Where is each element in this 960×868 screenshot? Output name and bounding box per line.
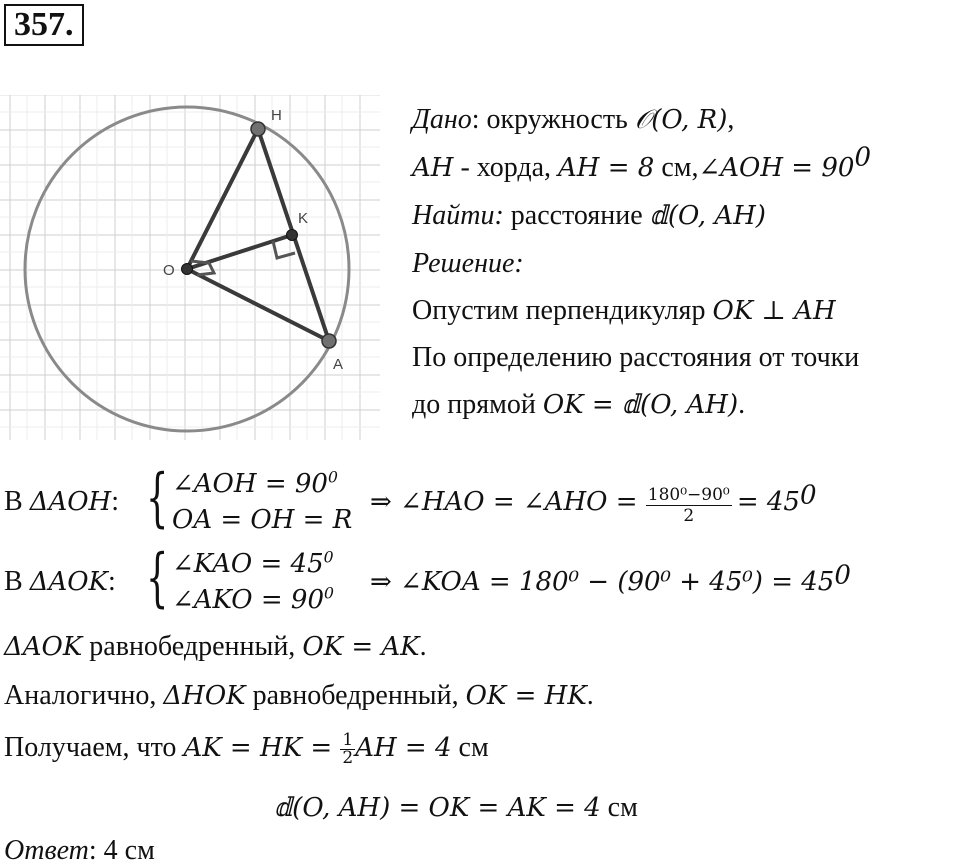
label-o: O: [163, 262, 175, 279]
step1-fraction: $\frac{\text{180⁰−90⁰}}{2}$: [647, 485, 730, 526]
step1-result: ⇒ ∠HAO = ∠AHO = $\frac{\text{180⁰−90⁰}}{2}$ = $45^0$: [370, 480, 817, 526]
step2-result: ⇒ ∠KOA = $180^0 - (90^0 + 45^0) = 45^0$: [370, 560, 851, 597]
point-o: [182, 264, 193, 275]
solution-line-1: Опустим перпендикуляр OK ⊥ AH: [412, 295, 836, 326]
point-k: [287, 230, 298, 241]
step6-line: 𝕕(O, AH) = OK = AK = 4 см: [274, 792, 638, 823]
solution-label: Решение:: [412, 248, 524, 279]
answer-line: Ответ: 4 см: [4, 835, 155, 866]
label-k: K: [298, 210, 309, 227]
step2-prefix: В ΔAOK:: [4, 566, 116, 597]
step4-line: Аналогично, ΔHOK равнобедренный, OK = HK.: [4, 680, 594, 711]
problem-number: 357.: [4, 4, 84, 46]
step2-system-row-1: ∠KAO = $45^0$: [172, 548, 334, 579]
step2-system-row-2: ∠AKO = $90^0$: [172, 584, 334, 615]
solution-line-2: По определению расстояния от точки: [412, 342, 860, 373]
step1-system: [172, 466, 352, 538]
step2-brace: {: [146, 541, 169, 615]
point-a: [322, 334, 336, 348]
point-h: [251, 122, 265, 136]
step1-system-row-2: OA = OH = R: [172, 505, 353, 535]
label-a: A: [333, 356, 344, 373]
label-h: H: [271, 107, 282, 124]
step1-system-row-1: ∠AOH = $90^0$: [172, 468, 338, 499]
find-line: Найти: расстояние 𝕕(O, AH): [412, 200, 766, 231]
step1-brace: {: [146, 461, 169, 535]
right-angle-mark-k: [273, 241, 295, 258]
given-line-2: AH - хорда, AH = 8 см,∠AOH = $90^0$: [412, 142, 871, 183]
given-line-1: Дано: окружность 𝒪(O, R),: [412, 104, 735, 135]
step3-line: ΔAOK равнобедренный, OK = AK.: [4, 631, 427, 662]
solution-line-3: до прямой OK = 𝕕(O, AH).: [412, 389, 746, 420]
geometry-figure: [0, 95, 380, 440]
step2-system: [172, 546, 334, 618]
step5-fraction: $\frac{1}{2}$: [342, 730, 354, 769]
step5-line: Получаем, что AK = HK = $\frac{1}{2}$ AH = 4 см: [4, 730, 489, 769]
step1-prefix: В ΔAOH:: [4, 486, 120, 517]
